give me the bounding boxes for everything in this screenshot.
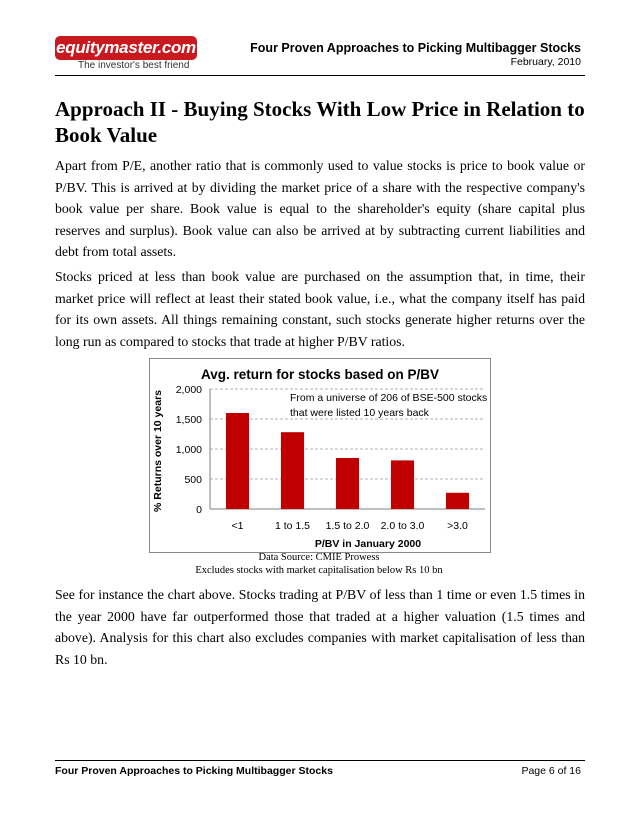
chart-bar bbox=[446, 493, 469, 509]
chart-annotation-line-2: that were listed 10 years back bbox=[290, 407, 429, 419]
chart-bar bbox=[226, 413, 249, 509]
footer-doc-title: Four Proven Approaches to Picking Multibagger Stocks bbox=[55, 765, 333, 777]
chart-x-axis-label: P/BV in January 2000 bbox=[314, 538, 422, 550]
chart-x-tick-label: 1.5 to 2.0 bbox=[325, 520, 370, 532]
paragraph-chart-analysis: See for instance the chart above. Stocks trading at P/BV of less than 1 time or even 1.5 times in the year 2000 have far outperformed those that traded at a higher valuation (1.5 times and above). Analysis for this chart also excludes companies with market capitalisation of less than Rs 10 bn. bbox=[55, 587, 585, 667]
chart-y-tick-label: 0 bbox=[196, 504, 202, 516]
chart-container bbox=[149, 358, 491, 553]
header-divider bbox=[55, 75, 585, 76]
paragraph-pbv-intro: Apart from P/E, another ratio that is commonly used to value stocks is price to book value or P/BV. This is arrived at by dividing the market price of a share with the respective company's book value per share. Book value is equal to the shareholder's equity (share capital plus reserves and surplus). Book value can also be arrived at by subtracting current liabilities and debt from total assets. bbox=[55, 158, 585, 260]
logo: equitymaster.com bbox=[55, 36, 197, 60]
header-doc-title: Four Proven Approaches to Picking Multibagger Stocks bbox=[250, 41, 581, 55]
chart-note: Excludes stocks with market capitalisation below Rs 10 bn bbox=[195, 565, 443, 576]
chart-title: Avg. return for stocks based on P/BV bbox=[200, 367, 440, 382]
chart-x-tick-label: <1 bbox=[231, 520, 244, 532]
chart-bar bbox=[336, 458, 359, 509]
tagline: The investor's best friend bbox=[78, 60, 190, 71]
bar-chart bbox=[150, 359, 490, 552]
paragraph-pbv-rationale: Stocks priced at less than book value are purchased on the assumption that, in time, their market price will reflect at least their stated book value, i.e., what the company itself has paid for its own assets. All things remaining constant, such stocks generate higher returns over the long run as compared to stocks that trade at higher P/BV ratios. bbox=[55, 269, 585, 349]
chart-source: Data Source: CMIE Prowess bbox=[258, 552, 380, 563]
chart-bar bbox=[391, 460, 414, 509]
header-date: February, 2010 bbox=[510, 56, 581, 68]
chart-y-tick-label: 1,000 bbox=[175, 444, 202, 456]
chart-bar bbox=[281, 432, 304, 509]
chart-y-axis-label: % Returns over 10 years bbox=[152, 390, 164, 512]
section-title: Approach II - Buying Stocks With Low Price in Relation to Book Value bbox=[55, 97, 585, 147]
chart-x-tick-label: 1 to 1.5 bbox=[274, 520, 311, 532]
chart-x-tick-label: >3.0 bbox=[447, 520, 468, 532]
footer-divider bbox=[55, 760, 585, 761]
chart-y-tick-label: 500 bbox=[184, 474, 202, 486]
chart-y-tick-label: 1,500 bbox=[175, 414, 202, 426]
chart-annotation-line-1: From a universe of 206 of BSE-500 stocks bbox=[290, 392, 488, 404]
footer-page-number: Page 6 of 16 bbox=[521, 765, 581, 777]
chart-x-tick-label: 2.0 to 3.0 bbox=[380, 520, 425, 532]
chart-y-tick-label: 2,000 bbox=[175, 384, 202, 396]
